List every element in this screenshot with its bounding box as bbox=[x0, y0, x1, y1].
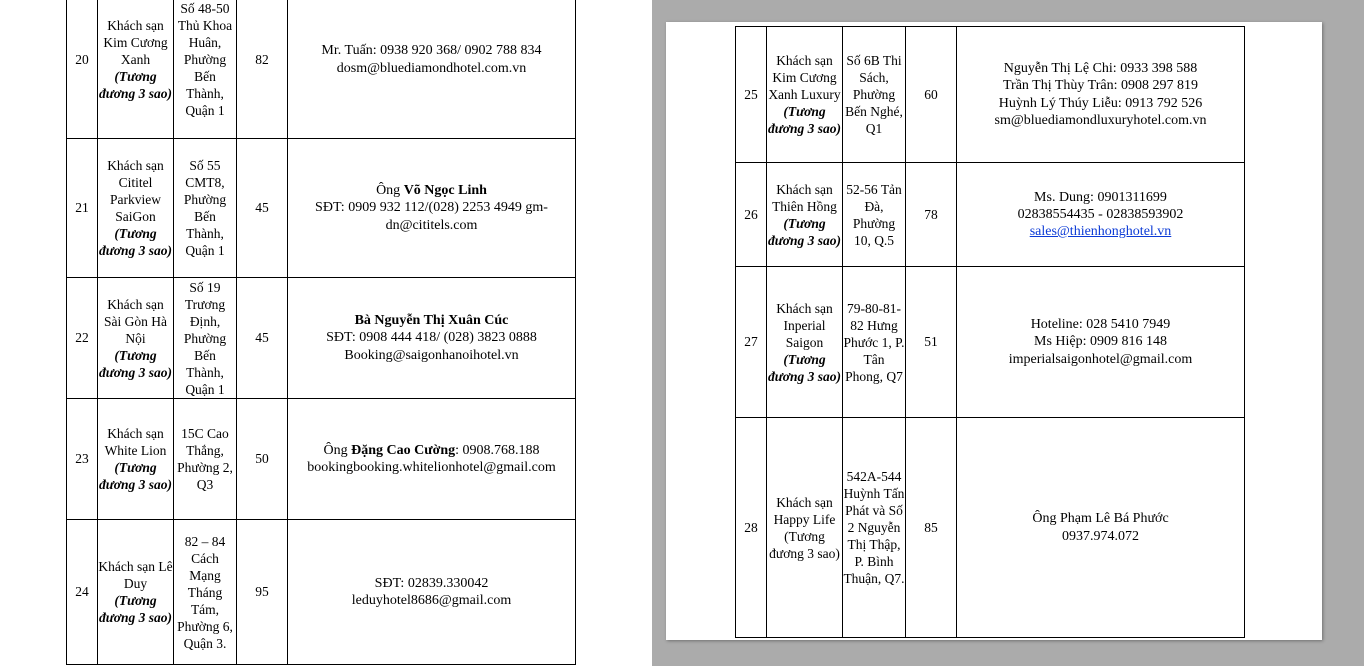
hotel-name: Khách sạn Kim Cương Xanh bbox=[103, 18, 168, 67]
hotel-address: 15C Cao Thắng, Phường 2, Q3 bbox=[174, 399, 237, 520]
contact-email: bookingbooking.whitelionhotel@gmail.com bbox=[307, 460, 556, 475]
hotel-name: Khách sạn Happy Life bbox=[773, 494, 836, 527]
hotel-name-cell bbox=[767, 267, 843, 418]
hotel-tier: (Tương đương 3 sao) bbox=[98, 226, 173, 258]
contact-phone: 0937.974.072 bbox=[1062, 528, 1139, 544]
hotel-tier: (Tương đương 3 sao) bbox=[767, 215, 842, 248]
room-count: 60 bbox=[906, 27, 957, 163]
table-row bbox=[67, 0, 576, 139]
hotel-name: Khách sạn Cititel Parkview SaiGon bbox=[107, 158, 164, 224]
room-count: 78 bbox=[906, 163, 957, 267]
contact-line bbox=[288, 442, 575, 459]
contact-cell bbox=[957, 27, 1245, 163]
contact-email: Booking@saigonhanoihotel.vn bbox=[344, 347, 519, 363]
email-link[interactable]: sales@thienhonghotel.vn bbox=[1029, 224, 1172, 240]
contact-cell bbox=[288, 278, 576, 399]
contact-prefix: Ông bbox=[323, 442, 352, 458]
contact-person: Nguyễn Thị Lệ Chi: 0933 398 588 bbox=[1003, 60, 1198, 76]
hotel-address: 79-80-81-82 Hưng Phước 1, P. Tân Phong, Q7 bbox=[843, 267, 906, 418]
hotel-tier: (Tương đương 3 sao) bbox=[98, 347, 173, 380]
row-number: 20 bbox=[67, 0, 98, 139]
hotel-tier: (Tương đương 3 sao) bbox=[767, 104, 842, 136]
hotel-address: Số 55 CMT8, Phường Bến Thành, Quận 1 bbox=[174, 139, 237, 278]
table-row bbox=[736, 163, 1245, 267]
contact-email: imperialsaigonhotel@gmail.com bbox=[1008, 351, 1193, 367]
hotel-name-cell bbox=[767, 418, 843, 638]
row-number: 28 bbox=[736, 418, 767, 638]
table-row bbox=[67, 278, 576, 399]
hotel-name: Khách sạn Sài Gòn Hà Nội bbox=[104, 296, 167, 346]
hotel-name: Khách sạn Lê Duy bbox=[98, 559, 173, 591]
contact-cell bbox=[288, 399, 576, 520]
table-row bbox=[736, 267, 1245, 418]
hotel-address: 542A-544 Huỳnh Tấn Phát và Số 2 Nguyễn Thị Thập, P. Bình Thuận, Q7. bbox=[843, 418, 906, 638]
hotel-address: 82 – 84 Cách Mạng Tháng Tám, Phường 6, Quận 3. bbox=[174, 520, 237, 665]
hotel-name-cell bbox=[98, 139, 174, 278]
hotel-name-cell bbox=[767, 163, 843, 267]
table-row bbox=[67, 139, 576, 278]
contact-prefix: Ông bbox=[376, 183, 404, 199]
hotel-address: Số 6B Thi Sách, Phường Bến Nghé, Q1 bbox=[843, 27, 906, 163]
table-row bbox=[736, 418, 1245, 638]
room-count: 51 bbox=[906, 267, 957, 418]
contact-prefix: Mr. Tuấn: 0938 920 368/ 0902 788 834 bbox=[321, 43, 542, 59]
hotel-name-cell bbox=[98, 278, 174, 399]
contact-line bbox=[288, 182, 575, 199]
contact-person: Huỳnh Lý Thúy Liễu: 0913 792 526 bbox=[998, 95, 1203, 111]
contact-hotline: Hoteline: 028 5410 7949 bbox=[1030, 317, 1171, 333]
contact-cell bbox=[957, 163, 1245, 267]
contact-cell bbox=[957, 267, 1245, 418]
room-count: 45 bbox=[237, 139, 288, 278]
hotel-tier: (Tương đương 3 sao) bbox=[98, 593, 173, 625]
contact-person: Trần Thị Thùy Trân: 0908 297 819 bbox=[1003, 78, 1198, 94]
contact-email: sm@bluediamondluxuryhotel.com.vn bbox=[994, 112, 1207, 128]
hotel-name: Khách sạn White Lion bbox=[104, 426, 167, 458]
hotel-address: Số 19 Trương Định, Phường Bến Thành, Quận 1 bbox=[174, 278, 237, 399]
row-number: 23 bbox=[67, 399, 98, 520]
row-number: 27 bbox=[736, 267, 767, 418]
hotel-address: 52-56 Tản Đà, Phường 10, Q.5 bbox=[843, 163, 906, 267]
room-count: 82 bbox=[237, 0, 288, 139]
hotel-name-cell bbox=[767, 27, 843, 163]
contact-line bbox=[288, 42, 575, 59]
document-page-right bbox=[666, 22, 1322, 640]
contact-email: dn@cititels.com bbox=[385, 217, 478, 233]
contact-phone: SĐT: 0908 444 418/ (028) 3823 0888 bbox=[326, 330, 537, 346]
room-count: 85 bbox=[906, 418, 957, 638]
hotel-name-cell bbox=[98, 520, 174, 665]
contact-phone: SĐT: 0909 932 112/(028) 2253 4949 gm- bbox=[315, 200, 548, 216]
hotel-tier: (Tương đương 3 sao) bbox=[98, 69, 173, 101]
contact-person: Đặng Cao Cường bbox=[351, 442, 456, 458]
room-count: 45 bbox=[237, 278, 288, 399]
contact-cell bbox=[288, 0, 576, 139]
contact-person: Ms Hiệp: 0909 816 148 bbox=[1034, 334, 1167, 350]
hotel-name-cell bbox=[98, 399, 174, 520]
hotel-name: Khách sạn Kim Cương Xanh Luxury bbox=[768, 53, 841, 102]
contact-person: Võ Ngọc Linh bbox=[403, 183, 487, 199]
contact-phone: SĐT: 02839.330042 bbox=[374, 575, 489, 591]
contact-phone: : 0908.768.188 bbox=[455, 442, 540, 458]
hotel-table-left bbox=[66, 0, 576, 665]
hotel-tier: (Tương đương 3 sao) bbox=[769, 528, 840, 561]
row-number: 21 bbox=[67, 139, 98, 278]
contact-phone: 02838554435 - 02838593902 bbox=[1017, 206, 1184, 222]
document-page-left bbox=[0, 0, 652, 666]
contact-cell bbox=[288, 139, 576, 278]
row-number: 22 bbox=[67, 278, 98, 399]
table-row bbox=[736, 27, 1245, 163]
table-row bbox=[67, 399, 576, 520]
contact-person: Ms. Dung: 0901311699 bbox=[1034, 189, 1167, 205]
contact-cell bbox=[957, 418, 1245, 638]
row-number: 24 bbox=[67, 520, 98, 665]
room-count: 95 bbox=[237, 520, 288, 665]
contact-email: dosm@bluediamondhotel.com.vn bbox=[336, 60, 527, 76]
contact-email: leduyhotel8686@gmail.com bbox=[351, 593, 512, 608]
row-number: 25 bbox=[736, 27, 767, 163]
room-count: 50 bbox=[237, 399, 288, 520]
hotel-tier: (Tương đương 3 sao) bbox=[767, 351, 842, 384]
hotel-name: Khách sạn Inperial Saigon bbox=[776, 300, 833, 350]
hotel-address: Số 48-50 Thủ Khoa Huân, Phường Bến Thành, Quận 1 bbox=[174, 0, 237, 139]
contact-person: Ông Phạm Lê Bá Phước bbox=[1032, 511, 1169, 527]
row-number: 26 bbox=[736, 163, 767, 267]
contact-person: Bà Nguyễn Thị Xuân Cúc bbox=[354, 313, 509, 329]
contact-cell bbox=[288, 520, 576, 665]
hotel-name: Khách sạn Thiên Hồng bbox=[772, 181, 837, 214]
hotel-tier: (Tương đương 3 sao) bbox=[98, 460, 173, 492]
hotel-name-cell bbox=[98, 0, 174, 139]
hotel-table-right bbox=[735, 26, 1245, 638]
table-row bbox=[67, 520, 576, 665]
